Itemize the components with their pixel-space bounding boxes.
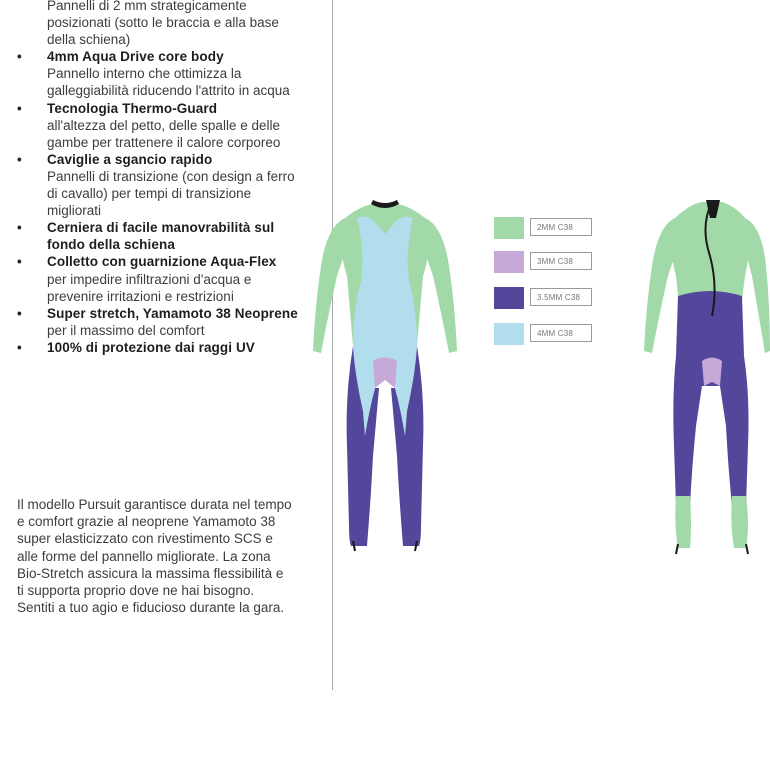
feature-title: Caviglie a sgancio rapido: [47, 151, 213, 167]
feature-description: Pannelli di transizione (con design a ferro di cavallo) per tempi di transizione migliorati: [47, 168, 295, 219]
feature-title: Super stretch, Yamamoto 38 Neoprene: [47, 305, 298, 321]
feature-item: [0, 48, 300, 99]
feature-description: per impedire infiltrazioni d'acqua e prevenire irritazioni e restrizioni: [47, 271, 252, 304]
feature-title: 4mm Aqua Drive core body: [47, 49, 224, 65]
feature-title: 100% di protezione dai raggi UV: [47, 339, 255, 355]
product-description: Il modello Pursuit garantisce durata nel tempo e comfort grazie al neoprene Yamamoto 38 super elasticizzato con rivestimento SCS e alle forme del pannello migliorate. La zona Bio-Stretch assicura la massima flessibilità e ti supporta proprio dove ne hai bisogno. Sentiti a tuo agio e fiducioso durante la gara.: [17, 497, 292, 616]
legend-label: 3MM C38: [530, 252, 592, 270]
feature-item: [0, 219, 300, 253]
legend-swatch: [494, 323, 524, 345]
feature-item: [0, 100, 300, 151]
back-right-ankle: [731, 496, 748, 548]
back-crotch-panel: [702, 358, 722, 387]
legend-label: 4MM C38: [530, 324, 592, 342]
feature-list: [0, 0, 300, 356]
feature-description: Pannelli di 2 mm strategicamente posizionati (sotto le braccia e alla base della schiena): [47, 0, 279, 48]
back-lower-panel: [673, 291, 748, 506]
feature-item: [0, 0, 300, 48]
front-crotch-panel: [373, 358, 397, 389]
wetsuit-back-illustration: [640, 196, 770, 561]
back-left-ankle: [675, 496, 691, 548]
feature-item: [0, 151, 300, 219]
feature-description: all'altezza del petto, delle spalle e delle gambe per trattenere il calore corporeo: [47, 117, 281, 150]
feature-title: Tecnologia Thermo-Guard: [47, 100, 218, 116]
feature-title: Cerniera di facile manovrabilità sul fondo della schiena: [47, 220, 275, 253]
legend-swatch: [494, 217, 524, 239]
legend-label: 3.5MM C38: [530, 288, 592, 306]
feature-item: [0, 339, 300, 356]
feature-title: Colletto con guarnizione Aqua-Flex: [47, 254, 277, 270]
front-core-panel: [353, 217, 417, 436]
wetsuit-front-illustration: [305, 196, 465, 561]
feature-description: Pannello interno che ottimizza la galleggiabilità riducendo l'attrito in acqua: [47, 66, 290, 99]
feature-tail: per il massimo del comfort: [47, 322, 205, 338]
legend-label: 2MM C38: [530, 218, 592, 236]
feature-item: [0, 253, 300, 304]
legend-swatch: [494, 251, 524, 273]
feature-item: [0, 305, 300, 339]
legend-swatch: [494, 287, 524, 309]
